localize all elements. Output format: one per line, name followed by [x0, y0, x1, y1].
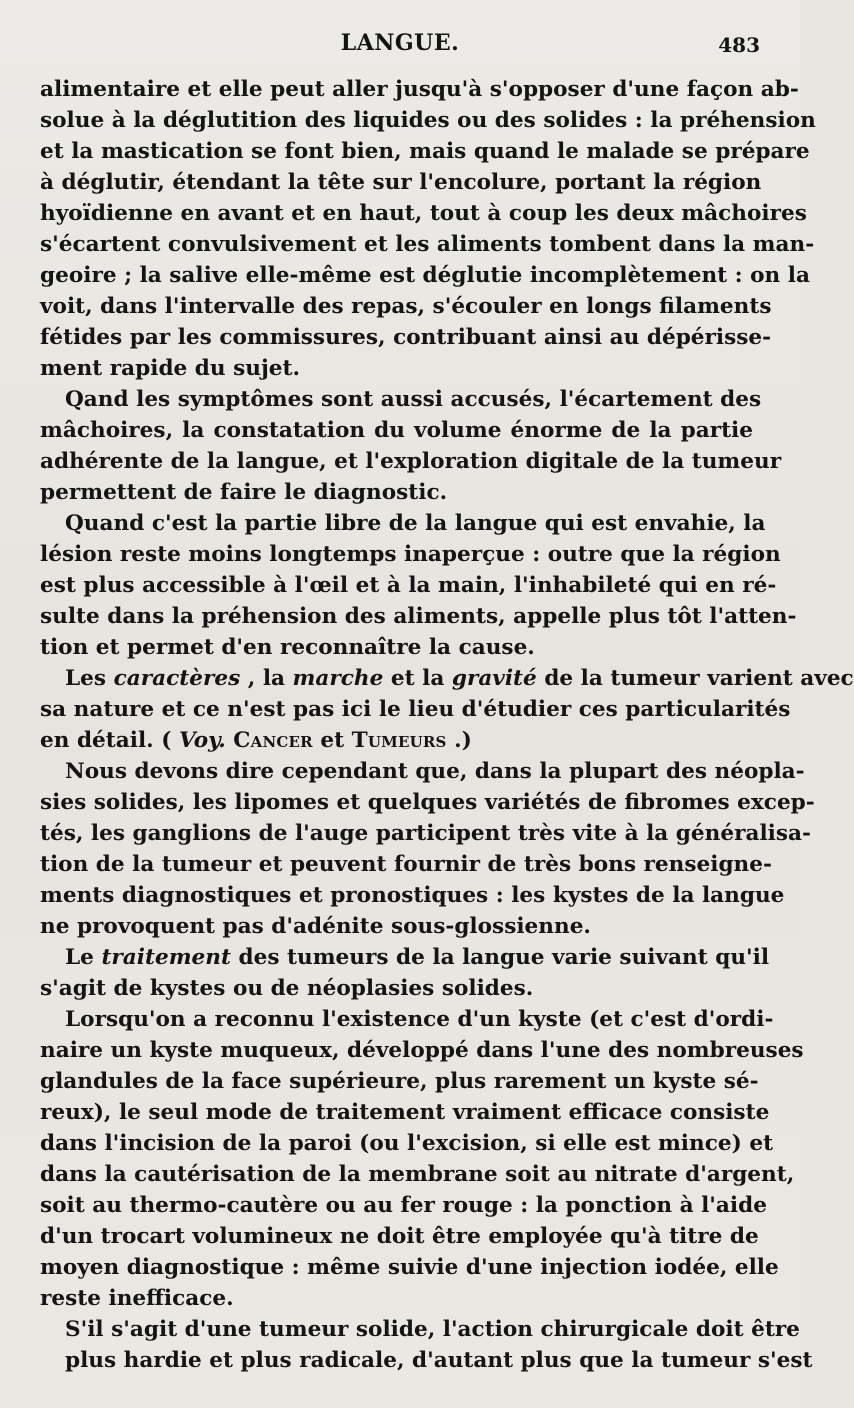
text-line: fétides par les commissures, contribuant ainsi au dépérisse-: [40, 325, 772, 350]
text-line: geoire ; la salive elle-même est déglutie incomplètement : on la: [40, 263, 810, 288]
text-line: et la mastication se font bien, mais quand le malade se prépare: [40, 139, 810, 164]
text-line: s'agit de kystes ou de néoplasies solides.: [40, 976, 534, 1001]
page-header: [40, 30, 760, 70]
text-line: sulte dans la préhension des aliments, appelle plus tôt l'atten-: [40, 604, 797, 629]
text-line: d'un trocart volumineux ne doit être employée qu'à titre de: [40, 1224, 759, 1249]
text-line: solue à la déglutition des liquides ou des solides : la préhension: [40, 108, 816, 133]
text-fragment: en détail. (: [40, 728, 172, 753]
italic-term: caractères: [113, 666, 241, 691]
text-fragment: Le: [65, 945, 102, 970]
text-line: Lorsqu'on a reconnu l'existence d'un kyste (et c'est d'ordi-: [65, 1007, 774, 1032]
text-line: moyen diagnostique : même suivie d'une injection iodée, elle: [40, 1255, 779, 1280]
text-line: naire un kyste muqueux, développé dans l'une des nombreuses: [40, 1038, 804, 1063]
text-line: S'il s'agit d'une tumeur solide, l'action chirurgicale doit être: [65, 1317, 800, 1342]
text-line: reste inefficace.: [40, 1286, 234, 1311]
text-line: Qand les symptômes sont aussi accusés, l'écartement des: [65, 387, 762, 412]
text-line: plus hardie et plus radicale, d'autant plus que la tumeur s'est: [65, 1348, 813, 1373]
text-line: glandules de la face supérieure, plus rarement un kyste sé-: [40, 1069, 759, 1094]
text-line: sa nature et ce n'est pas ici le lieu d'étudier ces particularités: [40, 697, 791, 722]
text-line: est plus accessible à l'œil et à la main, l'inhabileté qui en ré-: [40, 573, 777, 598]
text-line: dans l'incision de la paroi (ou l'excision, si elle est mince) et: [40, 1131, 774, 1156]
body-text: [40, 74, 854, 1376]
text-line: adhérente de la langue, et l'exploration digitale de la tumeur: [40, 449, 782, 474]
italic-term: marche: [292, 666, 384, 691]
text-fragment: et la: [390, 666, 452, 691]
text-line: hyoïdienne en avant et en haut, tout à coup les deux mâchoires: [40, 201, 807, 226]
text-line: reux), le seul mode de traitement vraiment efficace consiste: [40, 1100, 770, 1125]
text-fragment: , la: [247, 666, 293, 691]
text-line: tion de la tumeur et peuvent fournir de très bons renseigne-: [40, 852, 772, 877]
text-line: s'écartent convulsivement et les aliments tombent dans la man-: [40, 232, 815, 257]
text-line: sies solides, les lipomes et quelques variétés de fibromes excep-: [40, 790, 815, 815]
text-line: voit, dans l'intervalle des repas, s'écouler en longs filaments: [40, 294, 772, 319]
text-line: soit au thermo-cautère ou au fer rouge : la ponction à l'aide: [40, 1193, 767, 1218]
text-line: ments diagnostiques et pronostiques : les kystes de la langue: [40, 883, 785, 908]
page-number: 483: [718, 33, 760, 57]
italic-term: traitement: [101, 945, 231, 970]
text-line: tés, les ganglions de l'auge participent très vite à la généralisa-: [40, 821, 811, 846]
text-line: alimentaire et elle peut aller jusqu'à s'opposer d'une façon ab-: [40, 77, 799, 102]
italic-term: gravité: [451, 666, 537, 691]
text-line: [40, 942, 770, 973]
text-line: [40, 725, 753, 756]
text-line: à déglutir, étendant la tête sur l'encolure, portant la région: [40, 170, 762, 195]
italic-term: Voy.: [178, 728, 226, 753]
text-line: ne provoquent pas d'adénite sous-glossienne.: [40, 914, 591, 939]
text-line: Nous devons dire cependant que, dans la plupart des néopla-: [65, 759, 805, 784]
text-line: dans la cautérisation de la membrane soit au nitrate d'argent,: [40, 1162, 795, 1187]
text-line: mâchoires, la constatation du volume énorme de la partie: [40, 418, 753, 443]
text-line: ment rapide du sujet.: [40, 356, 301, 381]
text-line: lésion reste moins longtemps inaperçue : outre que la région: [40, 542, 781, 567]
text-line: tion et permet d'en reconnaître la cause.: [40, 635, 535, 660]
text-fragment: Les: [65, 666, 114, 691]
text-line: [40, 663, 854, 694]
small-caps-term: Cancer: [233, 728, 313, 753]
text-fragment: des tumeurs de la langue varie suivant qu'il: [238, 945, 770, 970]
text-fragment: .): [454, 728, 472, 753]
text-line: permettent de faire le diagnostic.: [40, 480, 448, 505]
text-fragment: de la tumeur varient avec: [544, 666, 854, 691]
running-title: LANGUE.: [340, 30, 460, 56]
small-caps-term: Tumeurs: [351, 728, 447, 753]
text-fragment: et: [320, 728, 352, 753]
text-line: Quand c'est la partie libre de la langue qui est envahie, la: [65, 511, 766, 536]
